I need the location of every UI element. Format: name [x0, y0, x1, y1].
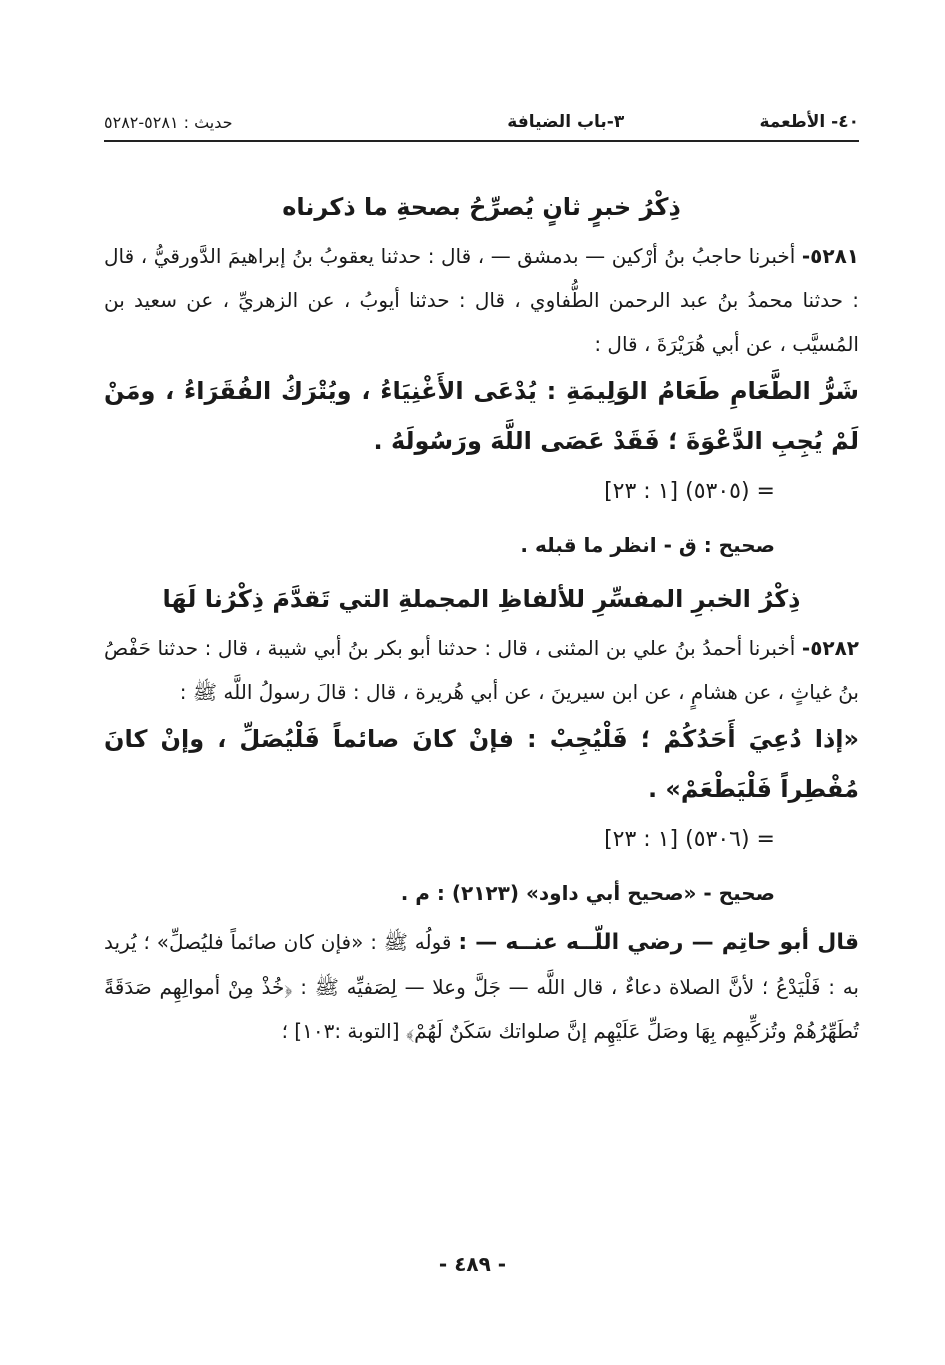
isnad-text-5281: أخبرنا حاجبُ بنُ أرْكين — بدمشق — ، قال : حدثنا يعقوبُ بنُ إبراهيمَ الدَّورقيُّ ، قال : حدثنا محمدُ بنُ عبد الرحمن الطُّفاوي ، قال : حدثنا أيوبُ ، عن الزهريِّ ، عن سعيد بن المُسيَّب ، عن أبي هُرَيْرَةَ ، قال :	[104, 244, 859, 356]
chapter-title: ٣-باب الضيافة	[507, 112, 625, 132]
grading-5282: صحيح - «صحيح أبي داود» (٢١٢٣) : م .	[400, 881, 775, 905]
grading-5281: صحيح : ق - انظر ما قبله .	[520, 533, 775, 557]
page-body	[104, 180, 859, 1053]
commentary-paragraph	[104, 920, 859, 1053]
cross-reference-5282: = (٥٣٠٦) [١ : ٢٣]	[604, 827, 775, 852]
page-number: - ٤٨٩ -	[438, 1252, 507, 1276]
commentary-text: قولُه ﷺ : «فإن كان صائماً فليُصلِّ» ؛ يُريد به : فَلْيَدْعُ ؛ لأنَّ الصلاة دعاءٌ ، قال اللَّه — جَلَّ وعلا — لِصَفيِّه ﷺ : ﴿خُذْ مِنْ أموالِهِم صَدَقَةً تُطَهِّرُهُمْ وتُزكِّيهِم بِهَا وصَلِّ عَلَيْهِم إنَّ صلواتك سَكَنٌ لَهُمْ﴾ [التوبة :١٠٣] ؛	[104, 930, 859, 1043]
hadith-isnad-5281	[104, 234, 859, 366]
hadith-isnad-5282	[104, 626, 859, 714]
isnad-text-5282: أخبرنا أحمدُ بنُ علي بن المثنى ، قال : حدثنا أبو بكر بنُ أبي شيبة ، قال : حدثنا حَفْصُ بنُ غياثٍ ، عن هشامٍ ، عن ابن سيرينَ ، عن أبي هُريرة ، قال : قالَ رسولُ اللَّه ﷺ :	[104, 636, 859, 704]
book-title: ٤٠- الأطعمة	[759, 112, 859, 132]
section-heading-2: ذِكْرُ الخبرِ المفسِّرِ للألفاظِ المجملةِ التي تَقدَّمَ ذِكْرُنا لَهَا	[162, 585, 801, 613]
section-heading-1: ذِكْرُ خبرٍ ثانٍ يُصرِّحُ بصحةِ ما ذكرناه	[282, 193, 681, 221]
hadith-number-5282: ٥٢٨٢-	[801, 636, 860, 660]
hadith-matn-5281: شَرُّ الطَّعَامِ طَعَامُ الوَلِيمَةِ : يُدْعَى الأَغْنِيَاءُ ، ويُتْرَكُ الفُقَرَاءُ ، ومَنْ لَمْ يُجِبِ الدَّعْوَةَ ؛ فَقَدْ عَصَى اللَّهَ ورَسُولَهُ .	[104, 377, 859, 455]
hadith-range: حديث : ٥٢٨١-٥٢٨٢	[104, 112, 233, 132]
hadith-number-5281: ٥٢٨١-	[801, 244, 859, 268]
running-header	[104, 104, 859, 142]
commentary-lead: قال أبو حاتِم — رضي اللّــه عنــه — :	[458, 930, 859, 955]
cross-reference-5281: = (٥٣٠٥) [١ : ٢٣]	[604, 479, 775, 504]
hadith-matn-5282: «إذا دُعِيَ أَحَدُكُمْ ؛ فَلْيُجِبْ : فإنْ كانَ صائماً فَلْيُصَلِّ ، وإنْ كانَ مُفْطِراً فَلْيَطْعَمْ» .	[104, 725, 859, 803]
